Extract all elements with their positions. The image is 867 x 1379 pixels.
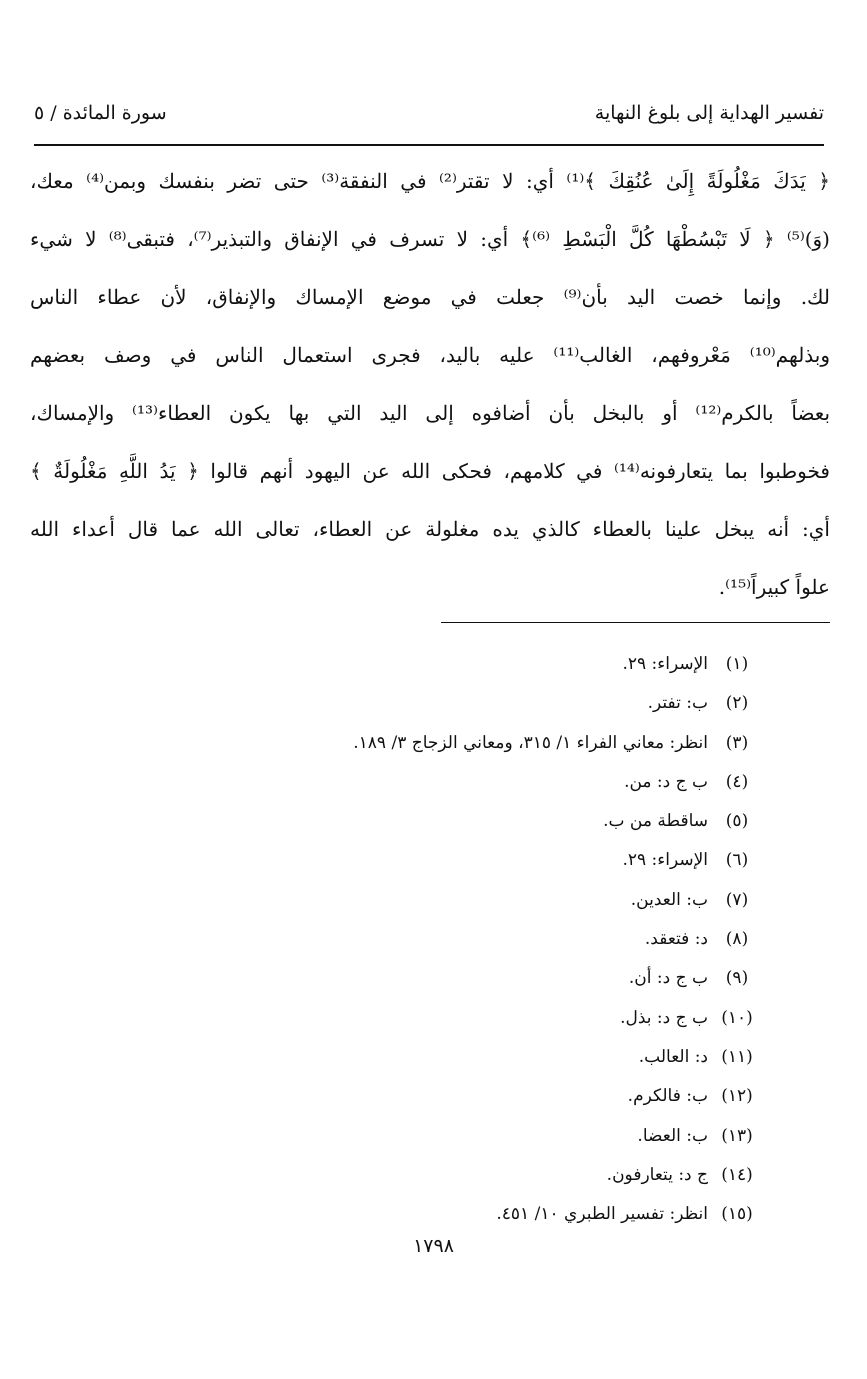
footnote-number: (٩) (725, 968, 749, 989)
footnote-text: ب ج د: من. (624, 771, 708, 792)
text-line: ﴿ يَدَكَ مَغْلُولَةً إِلَىٰ عُنُقِكَ ﴾⁽¹⁾ أي: لا تقتر⁽²⁾ في النفقة⁽³⁾ حتى تضر بنفسك وبمن⁽⁴⁾ معك، (30, 169, 830, 193)
header-divider (34, 144, 824, 146)
footnote-item (60, 645, 760, 684)
page-header (34, 96, 824, 136)
footnote-text: د: فتعقد. (644, 929, 708, 950)
footnote-text: ساقطة من ب. (603, 811, 708, 832)
book-title: تفسير الهداية إلى بلوغ النهاية (594, 102, 824, 124)
footnote-item (60, 1195, 760, 1234)
footnote-number: (١١) (721, 1046, 753, 1067)
footnote-text: انظر: تفسير الطبري ١٠/ ٤٥١. (496, 1204, 708, 1225)
footnote-number: (٧) (725, 889, 749, 910)
footnote-number: (٨) (725, 929, 749, 950)
footnote-item (60, 763, 760, 802)
footnote-number: (٥) (725, 811, 749, 832)
footnote-item (60, 959, 760, 998)
footnote-text: الإسراء: ٢٩. (622, 654, 708, 674)
footnote-item (60, 841, 760, 880)
footnote-item (60, 802, 760, 841)
footnote-number: (٤) (725, 771, 749, 792)
footnote-item (60, 1117, 760, 1156)
footnotes-list (60, 645, 760, 1234)
footnote-number: (١٣) (721, 1125, 753, 1146)
footnote-text: انظر: معاني الفراء ١/ ٣١٥، ومعاني الزجاج ٣/ ١٨٩. (353, 732, 708, 753)
footnote-number: (١) (725, 654, 749, 674)
surah-label: سورة المائدة / ٥ (34, 102, 167, 124)
main-text-block (30, 152, 830, 616)
footnote-item (60, 724, 760, 763)
footnote-text: ج د: يتعارفون. (606, 1164, 708, 1185)
text-line: (وَ)⁽⁵⁾ ﴿ لَا تَبْسُطْهَا كُلَّ الْبَسْطِ ⁽⁶⁾﴾ أي: لا تسرف في الإنفاق والتبذير⁽⁷⁾، فتبقى⁽⁸⁾ لا شيء (30, 227, 830, 251)
footnote-number: (١٢) (721, 1086, 753, 1107)
footnote-item (60, 999, 760, 1038)
footnote-number: (١٤) (721, 1164, 753, 1185)
footnote-number: (٣) (725, 732, 749, 753)
footnote-item (60, 881, 760, 920)
footnote-text: ب ج د: أن. (628, 968, 708, 989)
text-line: وبذلهم⁽¹⁰⁾ مَعْروفهم، الغالب⁽¹¹⁾ عليه باليد، فجرى استعمال الناس في وصف بعضهم (30, 343, 830, 367)
page-number: ١٧٩٨ (413, 1235, 454, 1257)
text-line: علواً كبيراً⁽¹⁵⁾. (718, 575, 830, 599)
footnote-number: (١٠) (721, 1007, 753, 1028)
footnote-text: د: العالب. (638, 1046, 708, 1067)
footnote-text: ب: فالكرم. (627, 1086, 708, 1107)
footnote-number: (٦) (725, 850, 749, 871)
footnote-item (60, 1077, 760, 1116)
text-line: لك. وإنما خصت اليد بأن⁽⁹⁾ جعلت في موضع الإمساك والإنفاق، لأن عطاء الناس (30, 285, 830, 309)
footnote-item (60, 1038, 760, 1077)
footnote-item (60, 684, 760, 723)
footnote-number: (٢) (725, 693, 749, 714)
text-line: أي: أنه يبخل علينا بالعطاء كالذي يده مغلولة عن العطاء، تعالى الله عما قال أعداء الله (30, 517, 830, 541)
footnote-item (60, 1156, 760, 1195)
footnote-text: ب: العدين. (630, 889, 708, 910)
footnote-number: (١٥) (721, 1204, 753, 1225)
footnote-text: ب ج د: بذل. (620, 1007, 708, 1028)
text-line: بعضاً بالكرم⁽¹²⁾ أو بالبخل بأن أضافوه إلى اليد التي بها يكون العطاء⁽¹³⁾ والإمساك، (30, 401, 830, 425)
footnote-text: ب: العضا. (637, 1125, 708, 1146)
footnote-divider (441, 622, 830, 623)
footnote-text: ب: تفتر. (647, 693, 708, 714)
footnote-text: الإسراء: ٢٩. (622, 850, 708, 871)
text-line: فخوطبوا بما يتعارفونه⁽¹⁴⁾ في كلامهم، فحكى الله عن اليهود أنهم قالوا ﴿ يَدُ اللَّهِ مَغْلُولَةٌ ﴾ (30, 459, 830, 483)
footnote-item (60, 920, 760, 959)
